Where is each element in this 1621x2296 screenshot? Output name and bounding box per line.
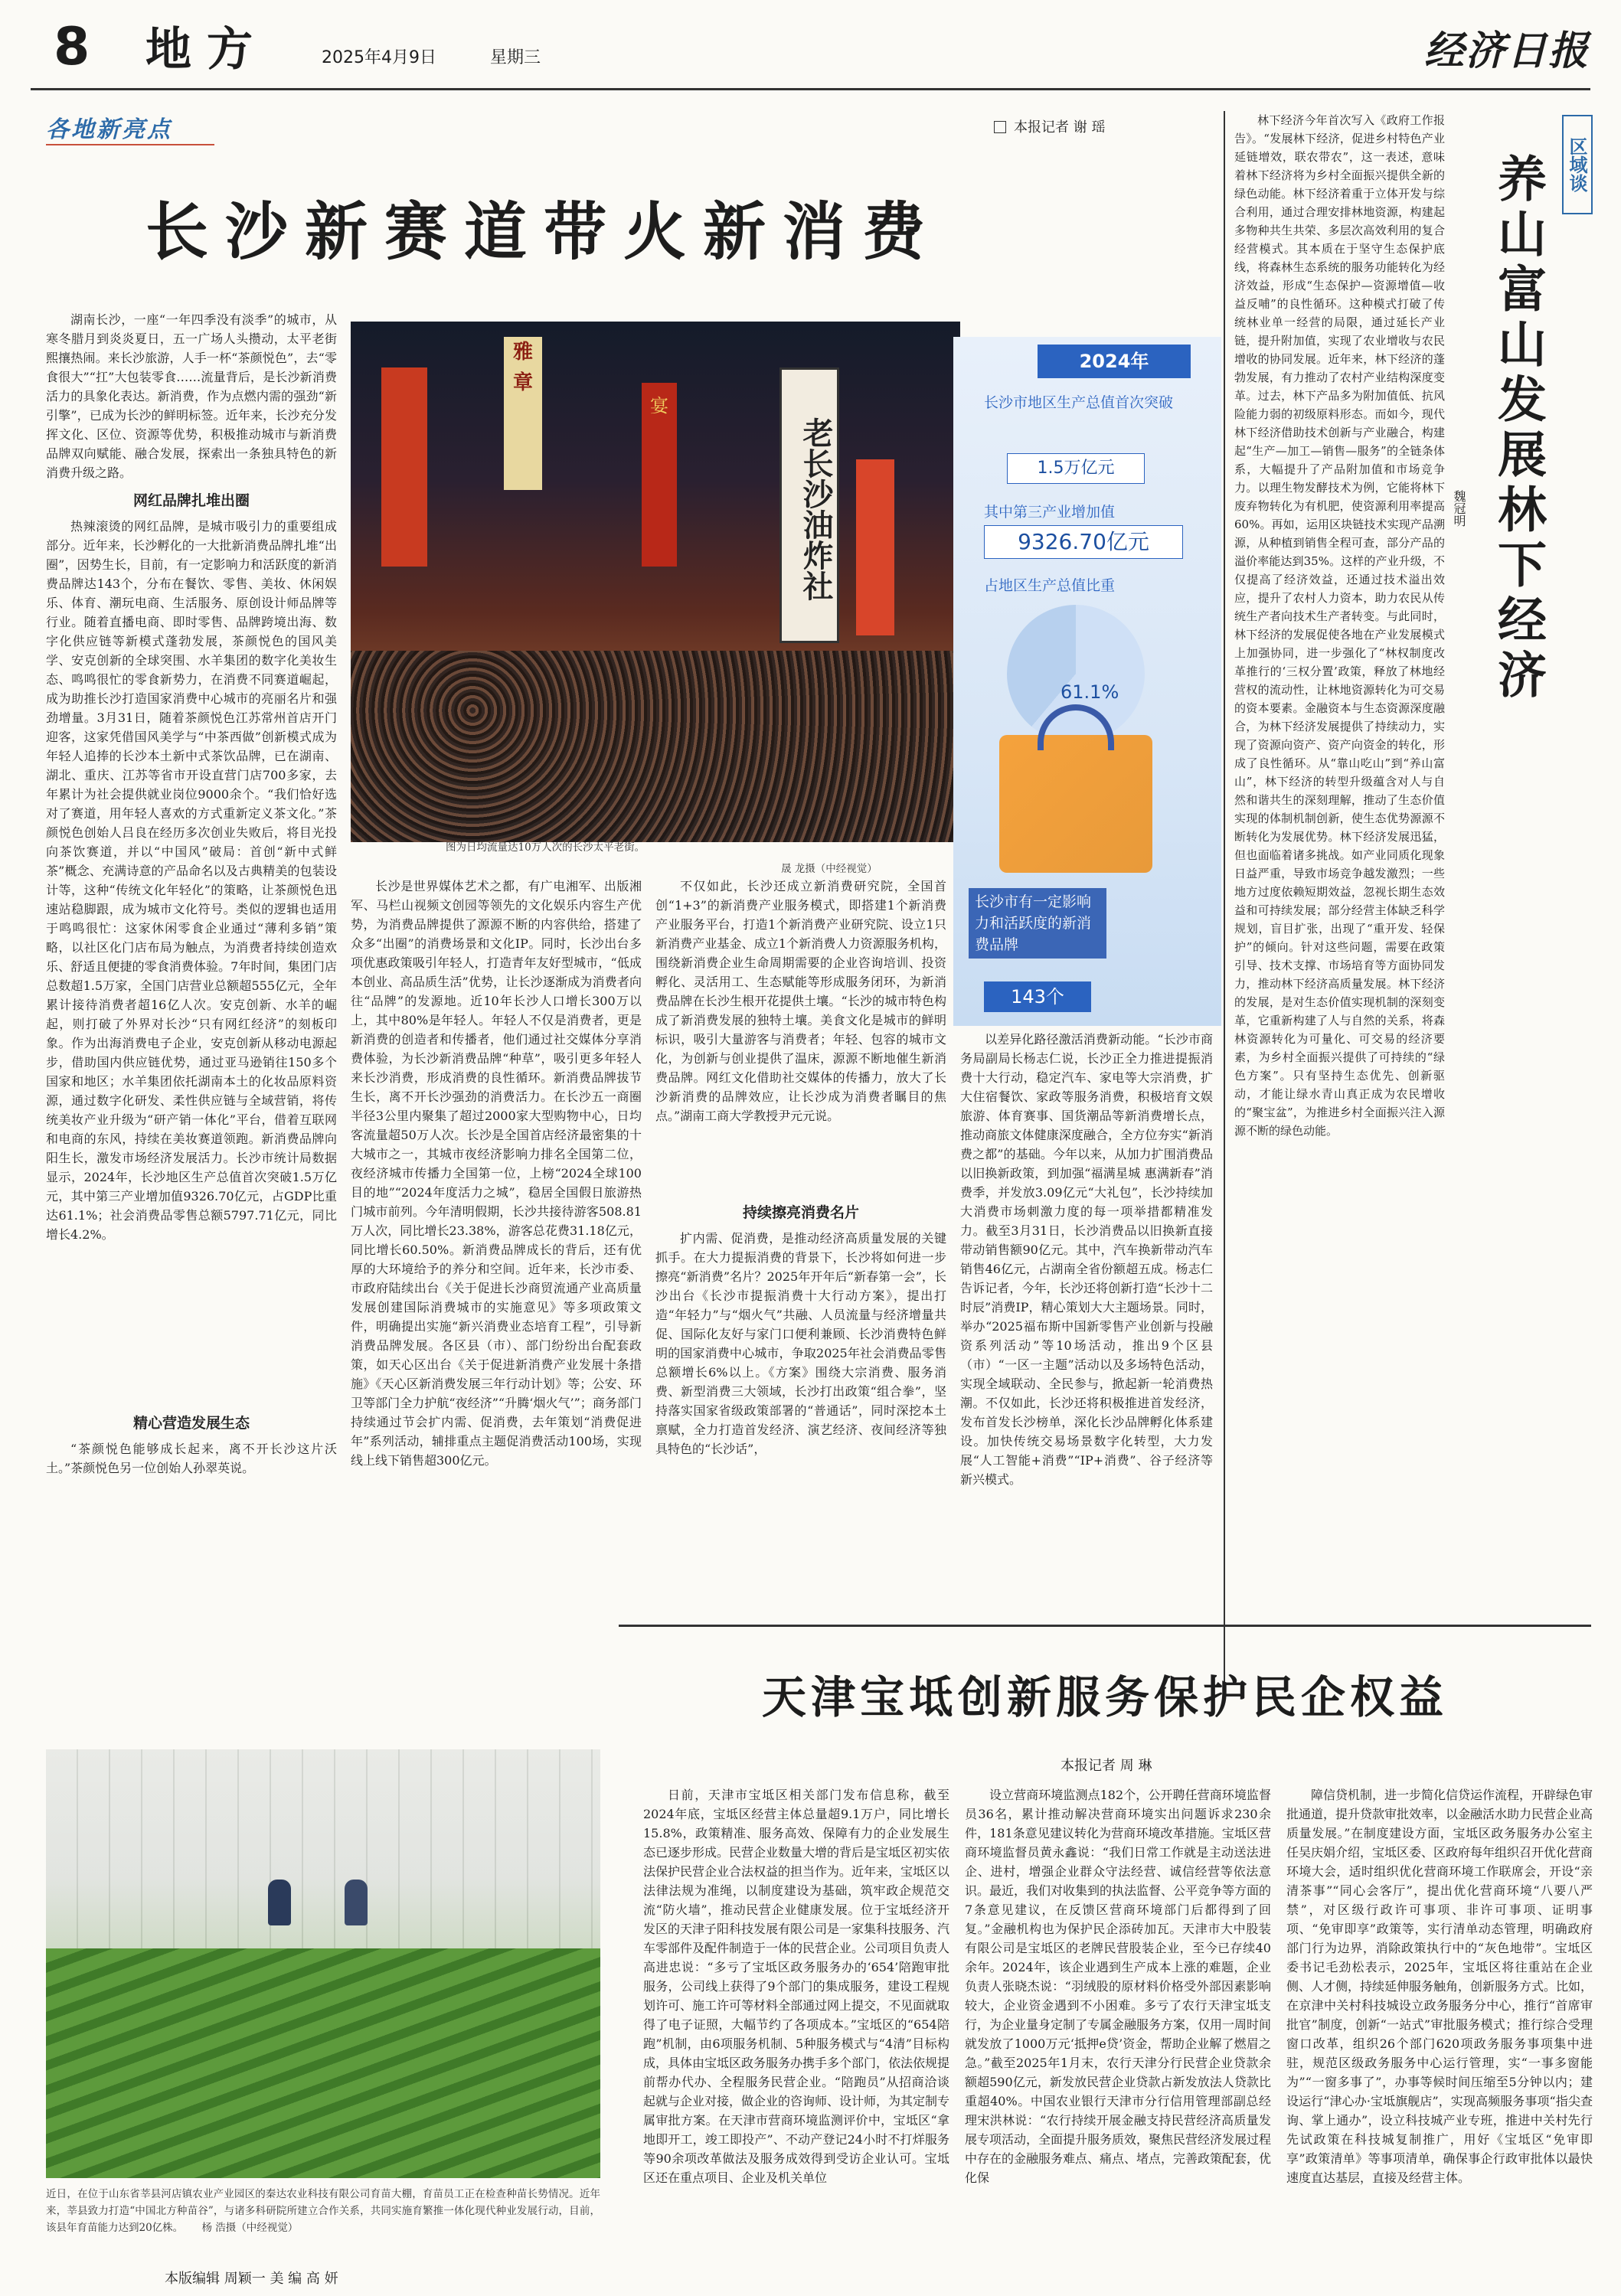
region-divider (1224, 111, 1225, 1688)
farm-photo (46, 1749, 600, 2175)
a2-col1-body: 日前，天津市宝坻区相关部门发布信息称，截至2024年底，宝坻区经营主体总量超9.1万户，同比增长15.8%，政策精准、服务高效、保障有力的企业发展生态已逐步形成。民营企业数量大增的背后是宝坻区初实依法保护民营企业合法权益的担当作为。近年来，宝坻区以法律法规为准绳，以制度建设为基础，筑牢政企规范交流“防火墙”，推动民营企业健康发展。位于宝坻经济开发区的天津子阳科技发展有限公司是一家集科技服务、汽车零部件及配件制造于一体的民营企业。公司项目负责人高进忠说：“多亏了宝坻区政务服务办的‘654’陪跑审批服务，公司线上获得了9个部门的集成服务，建设工程规划许可、施工许可等材料全部通过网上提交，不见面就取得了电子证照，大幅节约了各项成本。”宝坻区的“654陪跑”机制，由6项服务机制、5种服务模式与“4清”目标构成，具体由宝坻区政务服务办携手多个部门，依法依规提前帮办代办、全程服务民营企业。“陪跑员”从招商洽谈起就与企业对接，做企业的咨询师、设计师，为其定制专属审批方案。在天津市营商环境监测评价中，宝坻区“拿地即开工，竣工即投产”、不动产登记24小时不打烊服务等90余项改革做法及服务成效得到受访企业认可。宝坻区还在重点项目、企业及机关单位 (643, 1788, 950, 2185)
a1-col1-end: “茶颜悦色能够成长起来，离不开长沙这片沃土。”茶颜悦色另一位创始人孙翠英说。 (46, 1442, 337, 1475)
a2-col3 (1286, 1785, 1593, 2268)
page-number: 8 (54, 17, 90, 77)
info-tertiary-label: 其中第三产业增加值 (984, 504, 1116, 521)
sign-text-3: 宴 (650, 395, 668, 416)
sign-board-red (642, 383, 677, 567)
a1-col2 (351, 877, 642, 1468)
farm-caption (46, 2186, 600, 2236)
photo-caption (446, 839, 844, 856)
a1-col2-body: 长沙是世界媒体艺术之都，有广电湘军、出版湘军、马栏山视频文创园等领先的文化娱乐内容生产优势，为消费品牌提供了源源不断的内容供给，搭建了众多“出圈”的消费场景和文化IP。同时，长沙出台多项优惠政策吸引年轻人，打造青年友好型城市，“低成本创业、高品质生活”优势，让长沙逐渐成为消费者向往“品牌”的发源地。近10年长沙人口增长300万以上，其中80%是年轻人。年轻人不仅是消费者，更是新消费的创造者和传播者，他们通过社交媒体分享消费体验，为长沙新消费品牌“种草”，吸引更多年轻人来长沙消费，形成消费的良性循环。新消费品牌拔节生长，离不开长沙强劲的消费活力。在长沙五一商圈半径3公里内聚集了超过2000家大型购物中心，日均客流量超50万人次。长沙是全国首店经济最密集的十大城市之一，其城市夜经济影响力排名全国第二位，夜经济城市传播力全国第一位，上榜“2024全球100目的地”“2024年度活力之城”，稳居全国假日旅游热门城市前列。今年清明假期，长沙共接待游客508.81万人次，同比增长23.38%，游客总花费31.18亿元，同比增长60.50%。新消费品牌成长的背后，还有优厚的大环境给予的养分和空间。近年来，长沙市委、市政府陆续出台《关于促进长沙商贸流通产业高质量发展创建国际消费城市的实施意见》等多项政策文件，明确提出实施“新兴消费业态培育工程”，引导新消费品牌发展。各区县（市）、部门纷纷出台配套政策，如天心区出台《关于促进新消费产业发展十条措施》《天心区新消费发展三年行动计划》等；公安、环卫等部门全力护航“夜经济”“升腾‘烟火气’”；商务部门持续通过节会扩内需、促消费，去年策划“消费促进年”系列活动，辅排重点主题促消费活动100场，实现线上线下销售超300亿元。 (351, 879, 642, 1468)
a1-subhead-1: 网红品牌扎堆出圈 (132, 492, 250, 509)
footer-editors: 本版编辑 周颖一 美 编 高 妍 (165, 2271, 338, 2287)
sign-text-1: 老长沙油炸社 (798, 417, 834, 601)
a1-col1 (46, 310, 337, 1596)
info-tertiary-value: 9326.70亿元 (984, 525, 1183, 559)
sign-board-main (779, 367, 839, 643)
worker-2 (345, 1880, 368, 1925)
sign-text-2: 雅章 (512, 341, 533, 394)
info-gdp-label: 长沙市地区生产总值首次突破 (984, 394, 1174, 411)
seedling-rows (46, 1948, 600, 2178)
street-photo (351, 322, 960, 850)
a1-col3-body-a: 不仅如此，长沙还成立新消费研究院，全国首创“1+3”的新消费产业服务模式，即搭建1个新消费产业服务平台，打造1个新消费产业研究院、设立1只新消费产业基金、成立1个新消费人力资源服务机构，围绕新消费企业生命周期需要的企业咨询培训、投资孵化、灵活用工、生态赋能等形成服务闭环，为新消费品牌在长沙生根开花提供土壤。“长沙的城市特色构成了新消费发展的独特土壤。美食文化是城市的鲜明标识，吸引大量游客与消费者；年轻、包容的城市文化，为创新与创业提供了温床，源源不断地催生新消费品牌。网红文化借助社交媒体的传播力，放大了长沙新消费的品牌效应，让长沙成为消费者瞩目的焦点。”湖南工商大学教授尹元元说。 (655, 879, 946, 1123)
infographic (953, 337, 1221, 1026)
byline-box-icon (994, 121, 1006, 133)
region-body (1234, 111, 1445, 1688)
info-share-value: 61.1% (1061, 681, 1119, 703)
farm-credit: 杨 浩摄（中经视觉） (201, 2222, 299, 2234)
a1-subhead-2: 精心营造发展生态 (132, 1415, 250, 1432)
region-label (1562, 115, 1593, 214)
issue-date: 2025年4月9日 (322, 48, 436, 67)
a1-byline: 本报记者 谢 瑶 (1014, 119, 1106, 136)
region-author-text: 魏冠明 (1452, 490, 1466, 527)
header-rule (31, 88, 1590, 90)
shopping-bag-icon (999, 735, 1152, 873)
a2-col1 (643, 1785, 949, 2268)
masthead-logo: 经济日报 (1424, 28, 1590, 74)
photo-credit: 晟 龙摄（中经视觉） (781, 863, 877, 875)
info-brand-label: 长沙市有一定影响力和活跃度的新消费品牌 (969, 888, 1106, 959)
photo-caption-text: 图为日均流量达10万人次的长沙太平老街。 (446, 841, 645, 854)
a2-byline: 本报记者 周 琳 (1061, 1758, 1152, 1774)
crowd (351, 651, 960, 850)
worker-1 (268, 1880, 291, 1925)
column-label-text: 各地新亮点 (46, 116, 172, 143)
page-header (31, 14, 1590, 83)
issue-weekday: 星期三 (490, 48, 541, 67)
a2-col2 (965, 1785, 1271, 2268)
section-name: 地方 (145, 23, 268, 77)
a1-title: 长沙新赛道带火新消费 (145, 196, 943, 269)
info-gdp-value: 1.5万亿元 (1007, 453, 1145, 484)
a1-lead: 湖南长沙，一座“一年四季没有淡季”的城市，从寒冬腊月到炎炎夏日，五一广场人头攒动，太平老街熙攘热闹。来长沙旅游，人手一杯“茶颜悦色”，去“零食很大”“扛”大包装零食……流量背后，是长沙新消费活力的具象化表达。新消费，作为点燃内需的强劲“新引擎”，已成为长沙的鲜明标签。近年来，长沙充分发挥文化、区位、资源等优势，积极推动城市与新消费品牌双向赋能、融合发展，探索出一条独具特色的新消费升级之路。 (46, 312, 337, 480)
column-label (46, 110, 214, 145)
info-year: 2024年 (1038, 345, 1191, 378)
sign-board-right (856, 459, 894, 635)
region-title (1482, 153, 1551, 842)
info-share-label: 占地区生产总值比重 (984, 577, 1116, 594)
a1-col3 (655, 877, 946, 1456)
region-author (1449, 490, 1468, 527)
region-label-text: 区域谈 (1566, 137, 1587, 192)
a1-col3-body-b: 扩内需、促消费，是推动经济高质量发展的关键抓手。在大力提振消费的背景下，长沙将如何进一步擦亮“新消费”名片？2025年开年后“新春第一会”，长沙出台《长沙市提振消费十大行动方案》，提出打造“年轻力”与“烟火气”共融、人员流量与经济增量共促、国际化友好与家门口便利兼顾、长沙消费特色鲜明的国家消费中心城市，争取2025年社会消费品零售总额增长6%以上。《方案》围绕大宗消费、服务消费、新型消费三大领域，长沙打出政策“组合拳”，坚持落实国家省级政策部署的“普通话”，同时深挖本土禀赋，全力打造首发经济、演艺经济、夜间经济等独具特色的“长沙话”， (655, 1231, 946, 1456)
region-text: 林下经济今年首次写入《政府工作报告》。“发展林下经济，促进乡村特色产业延链增效，联农带农”，这一表述，意味着林下经济将为乡村全面振兴提供全新的绿色动能。林下经济着重于立体开发与综合利用，通过合理安排林地资源，构建起多物种共生共荣、多层次高效利用的复合经营模式。其本质在于坚守生态保护底线，将森林生态系统的服务功能转化为经济效益，形成“生态保护—资源增值—收益反哺”的良性循环。这种模式打破了传统林业单一经营的局限，通过延长产业链，提升附加值，实现了农业增收与农民增收的协同发展。近年来，林下经济的蓬勃发展，有力推动了农村产业结构深度变革。过去，林下产品多为附加值低、抗风险能力弱的初级原料形态。而如今，现代林下经济借助技术创新与产业融合，构建起“生产—加工—销售—服务”的全链条体系，大幅提升了产品附加值和市场竞争力。以理生物发酵技术为例，它能将林下废弃物转化为有机肥，使资源利用率提高60%。再如，运用区块链技术实现产品溯源，从种植到销售全程可查，部分产品的溢价率能达到35%。这样的产业升级，不仅提高了经济效益，还通过技术溢出效应，提升了农村人力资本，助力农民从传统生产者向技术生产者转变。与此同时，林下经济的发展促使各地在产业发展模式上加强协同，进一步强化了“林权制度改革推行的‘三权分置’政策，释放了林地经营权的流动性，让林地资源转化为可交易的资本要素。金融资本与生态资源深度融合，为林下经济发展提供了持续动力，实现了资源向资产、资产向资金的转化，形成了良性循环。从“靠山吃山”到“养山富山”，林下经济的转型升级蕴含对人与自然和谐共生的深刻理解，推动了生态价值实现的体制机制创新，使生态优势源源不断转化为发展优势。林下经济发展迅猛，但也面临着诸多挑战。如产业同质化现象日益严重，导致市场竞争越发激烈；一些地方过度依赖短期效益，忽视长期生态效益和可持续发展；部分经营主体缺乏科学规划，盲目扩张，出现了“重开发、轻保护”的倾向。针对这些问题，需要在政策引导、技术支撑、市场培育等方面协同发力，推动林下经济高质量发展。林下经济的发展，是对生态价值实现机制的深刻变革，它重新构建了人与自然的关系，将森林资源转化为可量化、可交易的经济要素，为乡村全面振兴提供了可持续的“绿色方案”。只有坚持生态优先、创新驱动，才能让绿水青山真正成为农民增收的“聚宝盆”，为推进乡村全面振兴注入源源不断的绿色动能。 (1234, 113, 1445, 1138)
sign-board-mid (504, 337, 542, 490)
region-title-text: 养山富山发展林下经济 (1489, 153, 1546, 704)
a2-col3-body: 障信贷机制，进一步简化信贷运作流程，开辟绿色审批通道，提升贷款审批效率，以金融活水助力民营企业高质量发展。”在制度建设方面，宝坻区政务服务办公室主任吴庆娟介绍，宝坻区委、区政府每年组织召开优化营商环境大会，适时组织优化营商环境工作联席会，开设“亲清茶事”“同心会客厅”，提出优化营商环境“八要八严禁”，对区级行政许可事项、非许可事项、证明事项、“免审即享”政策等，实行清单动态管理，明确政府部门行为边界，消除政策执行中的“灰色地带”。宝坻区委书记毛劲松表示，2025年，宝坻区将往重站在企业侧、人才侧，持续延伸服务触角，创新服务方式。比如，在京津中关村科技城设立政务服务分中心，推行“首席审批官”制度，创新“一站式”审批服务模式；推行综合受理窗口改革，组织26个部门620项政务服务事项集中进驻，规范区级政务服务中心运行管理，实“一事多窗能为”“一窗多事了”，办事等候时间压缩至5分钟以内；建设运行“津心办·宝坻旗舰店”，实现高频服务事项“指尖查询、掌上通办”，设立科技城产业专班，推进中关村先行先试政策在科技城复制推广，用好《宝坻区“免审即享”政策清单》等事项清单，确保事企行政审批体以最快速度直达基层，直接及经营主体。 (1286, 1788, 1593, 2185)
info-brand-value: 143个 (984, 981, 1091, 1012)
a1-col1-body: 热辣滚烫的网红品牌，是城市吸引力的重要组成部分。近年来，长沙孵化的一大批新消费品牌扎堆“出圈”，因势生长，目前，有一定影响力和活跃度的新消费品牌达143个，分布在餐饮、零售、美妆、休闲娱乐、体育、潮玩电商、生活服务、原创设计师品牌等行业。随着直播电商、即时零售、品牌跨境出海、数字化供应链等新模式蓬勃发展，茶颜悦色的国风美学、安克创新的全球突围、水羊集团的数字化美妆生态、鸣鸣很忙的零食新势力，在消费不同赛道崛起，成为助推长沙打造国家消费中心城市的亮丽名片和强劲增量。3月31日，随着茶颜悦色江苏常州首店开门迎客，这家凭借国风美学与“中茶西做”创新模式成为年轻人追捧的长沙本土新中式茶饮品牌，已在湖南、湖北、重庆、江苏等省市开设直营门店700多家，去年累计为社会提供就业岗位9000余个。“我们恰好选对了赛道，用年轻人喜欢的方式重新定义茶文化。”茶颜悦色创始人吕良在经历多次创业失败后，将目光投向茶饮赛道，并以“中国风”破局：首创“新中式鲜茶”概念、充满诗意的产品命名以及古典精美的包装设计等，这种“传统文化年轻化”的策略，让茶颜悦色迅速站稳脚跟，成为城市文化符号。类似的逻辑也适用于鸣鸣很忙：这家休闲零食企业通过“薄利多销”策略，以社区化门店布局为触点，为消费者持续创造欢乐、舒适且便捷的零食消费体验。7年时间，集团门店总数超1.5万家，全国门店营业总额超555亿元，全年累计接待消费者超16亿人次。安克创新、水羊的崛起，则打破了外界对长沙“只有网红经济”的刻板印象。作为出海消费电子企业，安克创新从移动电源起步，借助国内供应链优势，通过亚马逊销往150多个国家和地区；水羊集团依托湖南本土的化妆品原料资源，通过数字化研发、柔性供应链与全域营销，将传统美妆产业升级为“研产销一体化”平台，借着互联网和电商的东风，持续在美妆赛道领跑。新消费品牌向阳生长，激发市场经济发展活力。长沙市统计局数据显示，2024年，长沙地区生产总值首次突破1.5万亿元，其中第三产业增加值9326.70亿元，占GDP比重达61.1%；社会消费品零售总额5797.71亿元，同比增长4.2%。 (46, 519, 337, 1242)
sign-board-left (381, 367, 427, 567)
a1-subhead-3: 持续擦亮消费名片 (742, 1204, 859, 1221)
a2-top-rule (619, 1625, 1591, 1627)
a2-title: 天津宝坻创新服务保护民企权益 (761, 1671, 1448, 1723)
a1-col4 (960, 1030, 1213, 1487)
greenhouse-frame (46, 1749, 600, 1948)
a2-col2-body: 设立营商环境监测点182个，公开聘任营商环境监督员36名，累计推动解决营商环境实出问题诉求230余件，181条意见建议转化为营商环境改革措施。宝坻区营商环境监督员黄永鑫说：“我们日常工作就是主动送法进企、进村，增强企业群众守法经营、诚信经营等依法意识。最近，我们对收集到的执法监督、公平竞争等方面的7条意见建议，在反馈区营商环境部门后都得到了回复。”金融机构也为保护民企添砖加瓦。天津市大中股装有限公司是宝坻区的老牌民营股装企业，至今已存续40余年。2024年，该企业遇到生产成本上涨的难题，企业负责人张晓杰说：“羽绒股的原材料价格受外部因素影响较大，企业资金遇到不小困难。多亏了农行天津宝坻支行，为企业量身定制了专属金融服务方案，仅用一周时间就发放了1000万元‘抵押e贷’资金，帮助企业解了燃眉之急。”截至2025年1月末，农行天津分行民营企业贷款余额超590亿元，新发放民营企业贷款占新发放法人贷款比重超40%。中国农业银行天津市分行信用管理部副总经理宋洪林说：“农行持续开展金融支持民营经济高质量发展专项活动，全面提升服务质效，聚焦民营经济发展过程中存在的金融服务难点、痛点、堵点，完善政策配套，优化保 (965, 1788, 1272, 2185)
farm-caption-text: 近日，在位于山东省莘县河店镇农业产业园区的秦达农业科技有限公司育苗大棚，育苗员工正在检查种苗长势情况。近年来，莘县致力打造“中国北方种苗谷”，与诸多科研院所建立合作关系，共同实施育繁推一体化现代种业发展行动，目前，该县年育苗能力达到20亿株。 (46, 2188, 600, 2234)
a1-col4-body: 以差异化路径激活消费新动能。“长沙市商务局副局长杨志仁说，长沙正全力推进提振消费十大行动，稳定汽车、家电等大宗消费，扩大住宿餐饮、家政等服务消费，积极培育文娱旅游、体育赛事、国货潮品等新消费增长点，推动商旅文体健康深度融合，全方位夯实“新消费之都”的基础。今年以来，从加力扩围消费品以旧换新政策，到加强“福满星城 惠满新春”消费季，并发放3.09亿元“大礼包”，长沙持续加大消费市场刺激力度的每一项举措都精准发力。截至3月31日，长沙消费品以旧换新直接带动销售额90亿元。其中，汽车换新带动汽车销售46亿元，占湖南全省份额超五成。杨志仁告诉记者，今年，长沙还将创新打造“长沙十二时辰”消费IP，精心策划大大主题场景。同时，举办“2025福布斯中国新零售产业创新与投融资系列活动”等10场活动，推出9个区县（市）“一区一主题”活动以及多场特色活动，实现全域联动、全民参与，掀起新一轮消费热潮。不仅如此，长沙还将积极推进首发经济，发布首发长沙榜单，深化长沙品牌孵化体系建设。加快传统交易场景数字化转型，大力发展“人工智能+消费”“IP+消费”、谷子经济等新兴模式。 (960, 1032, 1213, 1487)
